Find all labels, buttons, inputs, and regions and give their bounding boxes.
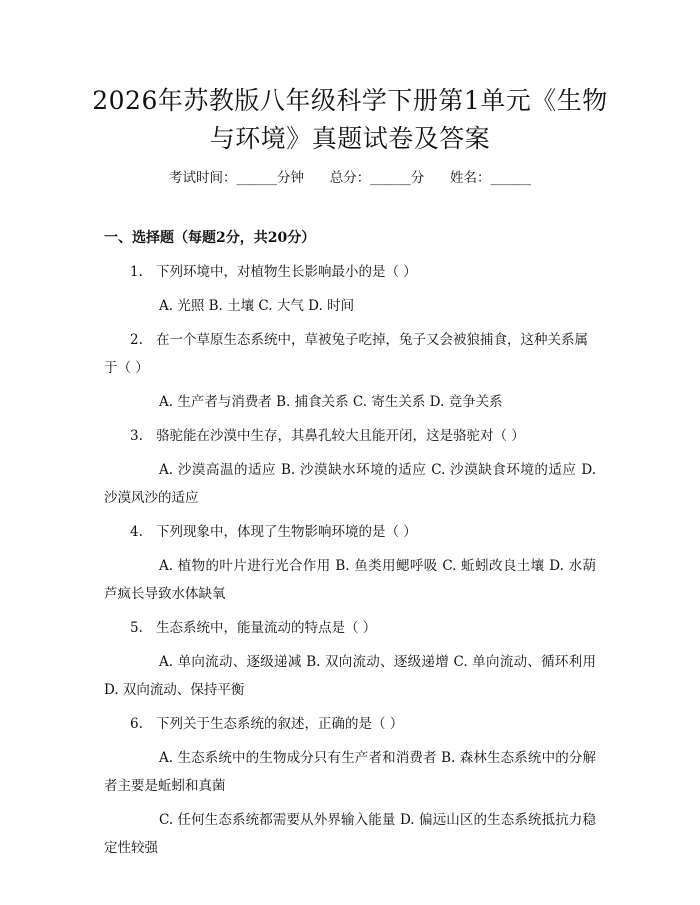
question-4: [104, 518, 596, 608]
question-text: 生态系统中，能量流动的特点是（ ）: [156, 620, 377, 636]
question-stem: [104, 422, 596, 450]
question-stem: [104, 710, 596, 738]
question-options: A. 光照 B. 土壤 C. 大气 D. 时间: [159, 298, 355, 314]
exam-info-line: 考试时间：______分钟 总分：______分 姓名：______: [169, 170, 531, 186]
question-options: A. 植物的叶片进行光合作用 B. 鱼类用鳃呼吸 C. 蚯蚓改良土壤 D. 水葫芦疯长导致水体缺氧: [104, 558, 596, 602]
question-text: 骆驼能在沙漠中生存，其鼻孔较大且能开闭，这是骆驼对（ ）: [156, 428, 525, 444]
question-options: A. 生产者与消费者 B. 捕食关系 C. 寄生关系 D. 竞争关系: [159, 394, 503, 410]
question-stem: [104, 614, 596, 642]
document-title: 2026年苏教版八年级科学下册第1单元《生物与环境》真题试卷及答案: [92, 86, 608, 153]
question-options: A. 单向流动、逐级递减 B. 双向流动、逐级递增 C. 单向流动、循环利用 D. 双向流动、保持平衡: [104, 654, 596, 698]
question-2: [104, 326, 596, 416]
question-text: 在一个草原生态系统中，草被兔子吃掉，兔子又会被狼捕食，这种关系属于（ ）: [104, 332, 588, 376]
question-3: [104, 422, 596, 512]
question-number: 3.: [130, 428, 143, 444]
question-options: A. 沙漠高温的适应 B. 沙漠缺水环境的适应 C. 沙漠缺食环境的适应 D. 沙漠风沙的适应: [104, 462, 596, 506]
question-number: 1.: [130, 264, 143, 280]
question-stem: [104, 518, 596, 546]
question-number: 6.: [130, 716, 143, 732]
question-number: 2.: [130, 332, 143, 348]
question-text: 下列关于生态系统的叙述，正确的是（ ）: [156, 716, 404, 732]
question-options: C. 任何生态系统都需要从外界输入能量 D. 偏远山区的生态系统抵抗力稳定性较强: [104, 812, 596, 856]
question-text: 下列环境中，对植物生长影响最小的是（ ）: [156, 264, 417, 280]
question-stem: [104, 326, 596, 382]
section-heading: 一、选择题（每题2分，共20分）: [104, 230, 316, 246]
question-text: 下列现象中，体现了生物影响环境的是（ ）: [156, 524, 417, 540]
question-6: [104, 710, 596, 862]
question-5: [104, 614, 596, 704]
question-stem: [104, 258, 596, 286]
question-1: [104, 258, 596, 320]
question-number: 5.: [130, 620, 143, 636]
question-number: 4.: [130, 524, 143, 540]
question-options: A. 生态系统中的生物成分只有生产者和消费者 B. 森林生态系统中的分解者主要是蚯蚓和真菌: [104, 750, 596, 794]
question-list: [104, 258, 596, 868]
